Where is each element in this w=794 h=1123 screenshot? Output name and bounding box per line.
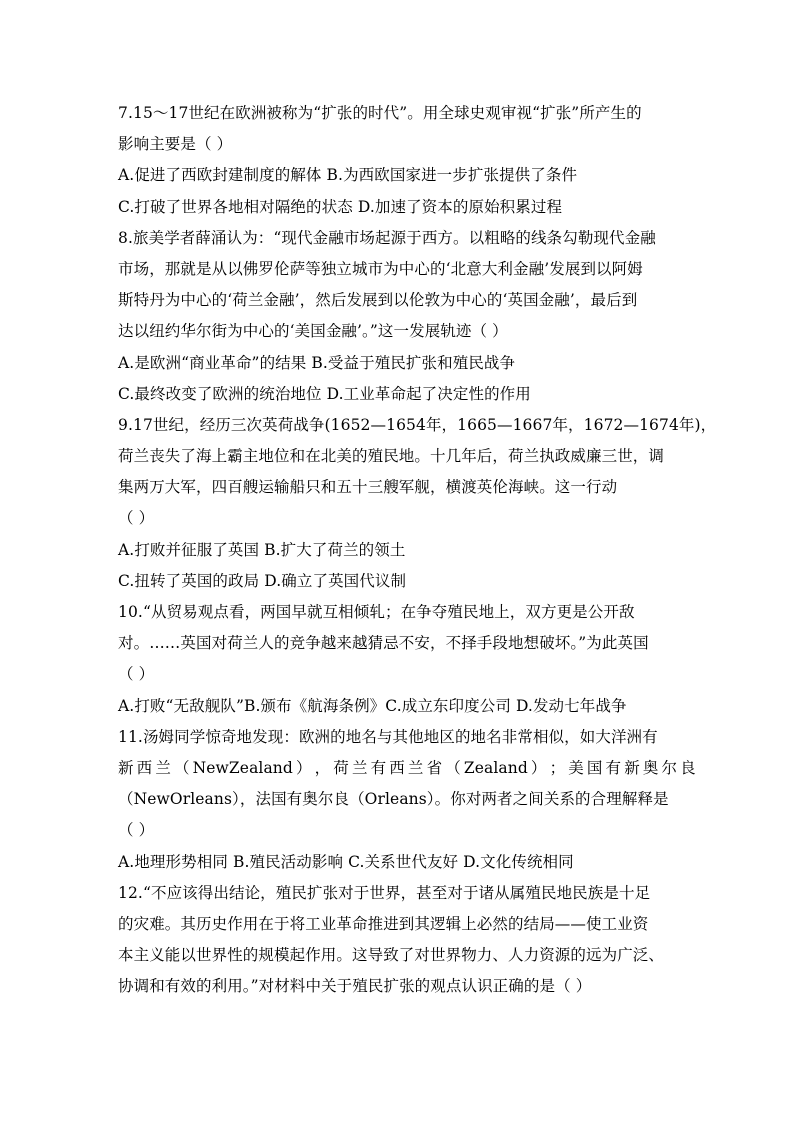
options-line: A.促进了西欧封建制度的解体 B.为西欧国家进一步扩张提供了条件 <box>118 166 578 185</box>
question-9 <box>118 410 717 597</box>
text-token: 美 <box>568 758 584 777</box>
text-token: 奥 <box>642 758 659 777</box>
question-stem-line: （ ） <box>118 821 155 840</box>
options-line: C.扭转了英国的政局 D.确立了英国代议制 <box>118 571 407 590</box>
text-token: 新 <box>118 758 134 777</box>
text-token: 国 <box>586 758 603 777</box>
question-list <box>118 98 717 1002</box>
text-token: （ <box>173 758 190 777</box>
question-stem-line: 市场，那就是从以佛罗伦萨等独立城市为中心的‘北意大利金融’发展到以阿姆 <box>118 259 643 278</box>
text-token: 西 <box>389 758 405 777</box>
question-stem-line: 协调和有效的利用。”对材料中关于殖民扩张的观点认识正确的是（ ） <box>118 977 592 996</box>
text-token: ； <box>549 758 566 777</box>
options-line: A.打败并征服了英国 B.扩大了荷兰的领土 <box>118 540 406 559</box>
options-line: A.打败“无敌舰队”B.颁布《航海条例》C.成立东印度公司 D.发动七年战争 <box>118 696 627 715</box>
text-token: 西 <box>136 758 153 777</box>
text-token: ） <box>530 758 547 777</box>
text-token: 有 <box>370 758 387 777</box>
question-7 <box>118 98 696 223</box>
text-token: 兰 <box>351 758 368 777</box>
question-stem-line: 本主义能以世界性的规模起作用。这导致了对世界物力、人力资源的远为广泛、 <box>118 946 665 965</box>
question-stem-line: 影响主要是（ ） <box>118 135 233 154</box>
text-token: 荷 <box>333 758 349 777</box>
question-stem-line: （ ） <box>118 509 155 528</box>
text-token: ） <box>295 758 312 777</box>
question-stem-line: 11.汤姆同学惊奇地发现：欧洲的地名与其他地区的地名非常相似，如大洋洲有 <box>118 727 658 746</box>
question-stem-line: 达以纽约华尔街为中心的‘美国金融’。”这一发展轨迹（ ） <box>118 322 508 341</box>
question-stem-line: 7.15～17世纪在欧洲被称为“扩张的时代”。用全球史观审视“扩张”所产生的 <box>118 104 642 122</box>
text-token: ， <box>314 758 331 777</box>
question-stem-line: （NewOrleans），法国有奥尔良（Orleans）。你对两者之间关系的合理解释是 <box>118 790 669 809</box>
text-token: 良 <box>680 758 696 777</box>
options-line: A.地理形势相同 B.殖民活动影响 C.关系世代友好 D.文化传统相同 <box>118 852 574 871</box>
options-line: C.打破了世界各地相对隔绝的状态 D.加速了资本的原始积累过程 <box>118 197 563 216</box>
text-token: 尔 <box>661 758 678 777</box>
text-token: 有 <box>605 758 622 777</box>
question-stem-line: 10.“从贸易观点看，两国早就互相倾轧；在争夺殖民地上，双方更是公开敌 <box>118 603 635 621</box>
question-stem-line: 斯特丹为中心的‘荷兰金融’，然后发展到以伦敦为中心的‘英国金融’，最后到 <box>118 291 638 310</box>
text-token: 兰 <box>155 758 171 777</box>
question-stem-line: （ ） <box>118 665 155 684</box>
question-stem-justified-line <box>118 753 696 784</box>
question-stem-line: 对。……英国对荷兰人的竞争越来越猜忌不安，不择手段地想破坏。”为此英国 <box>118 634 649 653</box>
text-token: 兰 <box>407 758 424 777</box>
question-10 <box>118 597 696 722</box>
text-token: 新 <box>624 758 640 777</box>
question-stem-line: 的灾难。其历史作用在于将工业革命推进到其逻辑上必然的结局——使工业资 <box>118 914 649 933</box>
text-token: NewZealand <box>192 758 293 777</box>
options-line: C.最终改变了欧洲的统治地位 D.工业革命起了决定性的作用 <box>118 384 531 403</box>
question-stem-line: 8.旅美学者薛涌认为：“现代金融市场起源于西方。以粗略的线条勾勒现代金融 <box>118 228 656 247</box>
question-11 <box>118 722 696 878</box>
question-stem-line: 集两万大军，四百艘运输船只和五十三艘军舰，横渡英伦海峡。这一行动 <box>118 478 618 497</box>
question-stem-line: 9.17世纪，经历三次英荷战争(1652—1654年，1665—1667年，1672—1674年)， <box>118 415 717 434</box>
text-token: （ <box>445 758 461 777</box>
question-stem-line: 荷兰丧失了海上霸主地位和在北美的殖民地。十几年后，荷兰执政威廉三世，调 <box>118 447 665 466</box>
question-stem-line: 12.“不应该得出结论，殖民扩张对于世界，甚至对于诸从属殖民地民族是十足 <box>118 883 651 902</box>
options-line: A.是欧洲“商业革命”的结果 B.受益于殖民扩张和殖民战争 <box>118 353 516 372</box>
question-12 <box>118 878 696 1003</box>
text-token: 省 <box>426 758 443 777</box>
question-8 <box>118 223 696 410</box>
text-token: Zealand <box>463 758 528 777</box>
